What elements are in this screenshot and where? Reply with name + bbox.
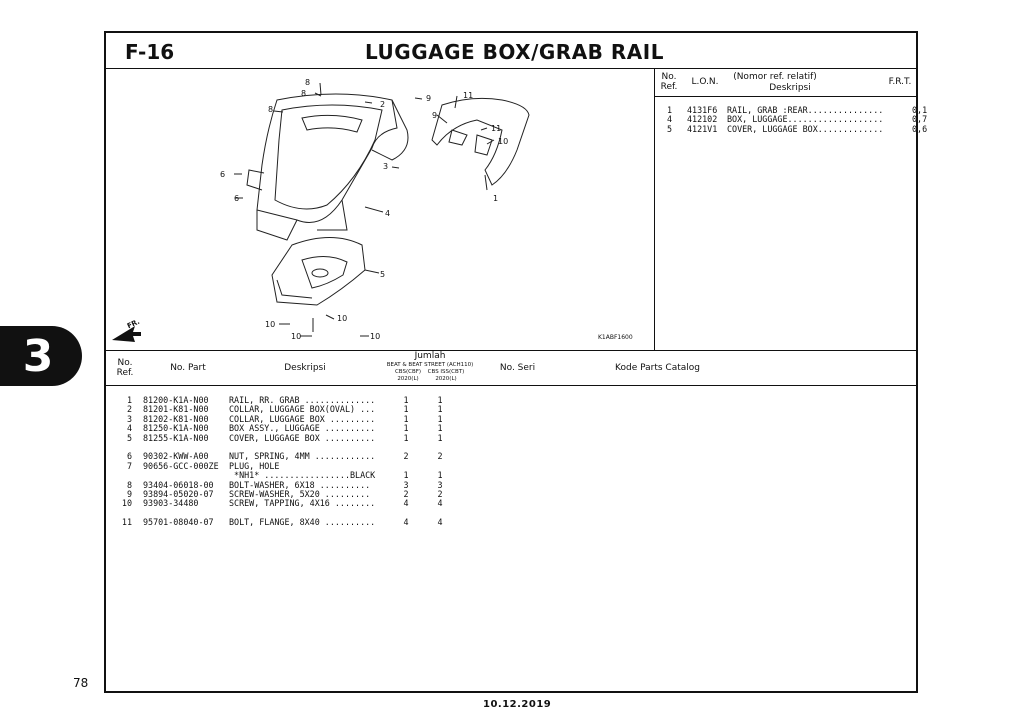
- ref-header-frt: F.R.T.: [888, 77, 912, 87]
- section-tab-number: 3: [22, 330, 54, 382]
- qty-cbs: 2: [403, 451, 409, 462]
- ref-header-nomor: (Nomor ref. relatif): [733, 72, 817, 82]
- ref-header-no-ref: No. Ref.: [660, 72, 678, 92]
- part-ref-no: 11: [121, 517, 132, 528]
- callout-11: 11: [463, 91, 474, 100]
- part-description: BOLT-WASHER, 6X18 ..........: [229, 479, 371, 490]
- qty-cbs-iss: 2: [437, 451, 443, 462]
- section-tab: [0, 326, 82, 386]
- callout-8: 8: [268, 105, 274, 114]
- part-ref-no: 3: [126, 413, 132, 424]
- part-description: SCREW-WASHER, 5X20 .........: [229, 488, 371, 499]
- part-number: 93894-05020-07: [143, 488, 214, 499]
- page-number: 78: [73, 676, 89, 690]
- part-number: 90656-GCC-000ZE: [143, 460, 219, 471]
- qty-cbs-iss: 4: [437, 498, 443, 509]
- qty-cbs-iss: 4: [437, 517, 443, 528]
- ref-row: [660, 125, 927, 134]
- front-direction-arrow: [112, 326, 141, 342]
- part-description: COLLAR, LUGGAGE BOX(OVAL) ...: [229, 404, 376, 415]
- part-ref-no: 7: [126, 460, 132, 471]
- callout-10: 10: [265, 320, 276, 329]
- qty-cbs-iss: 1: [437, 423, 443, 434]
- qty-cbs-iss: 1: [437, 470, 443, 481]
- ref-header-deskripsi: Deskripsi: [769, 83, 811, 93]
- parts-header-model: BEAT & BEAT STREET (ACH110): [386, 362, 474, 368]
- callout-7: 8: [301, 89, 307, 98]
- parts-header-no-seri: No. Seri: [499, 363, 536, 373]
- part-description: PLUG, HOLE: [229, 460, 280, 471]
- qty-cbs: 1: [403, 395, 409, 405]
- qty-cbs: 3: [403, 479, 409, 490]
- part-number: 93404-06018-00: [143, 479, 214, 490]
- parts-row: [118, 499, 457, 508]
- part-description: NUT, SPRING, 4MM ............: [229, 451, 376, 462]
- ref-lon: 412102: [687, 114, 718, 125]
- part-description: RAIL, RR. GRAB ..............: [229, 395, 376, 405]
- ref-frt: 0,7: [912, 114, 928, 125]
- qty-cbs-iss: 1: [437, 404, 443, 415]
- ref-desc: BOX, LUGGAGE...................: [727, 114, 884, 125]
- part-description: COLLAR, LUGGAGE BOX .........: [229, 413, 376, 424]
- callout-11: 11: [491, 124, 502, 133]
- part-number: 81202-K81-N00: [143, 413, 209, 424]
- exploded-diagram: [107, 70, 652, 348]
- ref-frt: 0,1: [912, 105, 928, 115]
- callout-9: 10: [498, 137, 509, 146]
- parts-header-no-ref: No. Ref.: [116, 358, 134, 378]
- parts-row: [118, 518, 457, 527]
- part-number: 81250-K1A-N00: [143, 423, 209, 434]
- ref-no: 5: [666, 123, 672, 134]
- qty-cbs-iss: 1: [437, 413, 443, 424]
- luggage-cover-shape: [272, 238, 365, 306]
- parts-table: [118, 396, 457, 527]
- qty-cbs-iss: 2: [437, 488, 443, 499]
- qty-cbs: 1: [403, 470, 409, 481]
- part-description: SCREW, TAPPING, 4X16 ........: [229, 498, 376, 509]
- part-ref-no: 4: [126, 423, 132, 434]
- part-number: 81201-K81-N00: [143, 404, 209, 415]
- callout-3: 3: [383, 162, 389, 171]
- ref-lon: 4131F6: [687, 105, 718, 115]
- callout-10: 10: [291, 332, 302, 341]
- ref-frt: 0,6: [912, 123, 928, 134]
- part-ref-no: 10: [121, 498, 132, 509]
- qty-cbs: 1: [403, 404, 409, 415]
- section-code: F-16: [125, 40, 175, 64]
- part-ref-no: 2: [126, 404, 132, 415]
- parts-row: [118, 434, 457, 443]
- reference-table: [660, 106, 927, 134]
- ref-desc: COVER, LUGGAGE BOX.............: [727, 123, 884, 134]
- qty-cbs: 1: [403, 413, 409, 424]
- part-ref-no: 5: [126, 432, 132, 443]
- qty-cbs-iss: 3: [437, 479, 443, 490]
- parts-header-col2: CBS ISS(CBT) 2020(L): [427, 369, 465, 382]
- callout-4: 4: [385, 209, 391, 218]
- parts-header-jumlah: Jumlah: [414, 351, 446, 361]
- parts-header-deskripsi: Deskripsi: [284, 363, 326, 373]
- print-date: 10.12.2019: [483, 699, 552, 710]
- grab-rail-shape: [432, 98, 529, 185]
- part-number: 81200-K1A-N00: [143, 395, 209, 405]
- parts-header-col1: CBS(CBF) 2020(L): [394, 369, 422, 382]
- callout-5: 5: [380, 270, 386, 279]
- part-number: 81255-K1A-N00: [143, 432, 209, 443]
- callout-8: 9: [426, 94, 432, 103]
- part-ref-no: 1: [126, 395, 132, 405]
- ref-no: 1: [666, 105, 672, 115]
- qty-cbs-iss: 1: [437, 395, 443, 405]
- qty-cbs: 4: [403, 517, 409, 528]
- ref-lon: 4121V1: [687, 123, 718, 134]
- ref-desc: RAIL, GRAB :REAR...............: [727, 105, 884, 115]
- qty-cbs: 2: [403, 488, 409, 499]
- callout-8: 8: [305, 78, 311, 87]
- part-description: *NH1* .................BLACK: [229, 470, 376, 481]
- diagram-bottom-divider: [105, 350, 917, 351]
- part-ref-no: 6: [126, 451, 132, 462]
- qty-cbs: 4: [403, 498, 409, 509]
- ref-no: 4: [666, 114, 672, 125]
- page-title: LUGGAGE BOX/GRAB RAIL: [365, 40, 664, 64]
- part-number: 95701-08040-07: [143, 517, 214, 528]
- parts-header-no-part: No. Part: [170, 363, 206, 373]
- callout-6: 6: [234, 194, 240, 203]
- callout-6: 6: [220, 170, 226, 179]
- parts-header-divider: [105, 385, 917, 386]
- callout-10: 10: [370, 332, 381, 341]
- part-description: BOLT, FLANGE, 8X40 ..........: [229, 517, 376, 528]
- title-divider: [105, 68, 917, 69]
- part-ref-no: 9: [126, 488, 132, 499]
- callout-9: 9: [432, 111, 438, 120]
- front-direction-label: FR.: [125, 317, 142, 331]
- callout-10: 10: [337, 314, 348, 323]
- part-number: 90302-KWW-A00: [143, 451, 209, 462]
- qty-cbs: 1: [403, 432, 409, 443]
- diagram-code: K1ABF1600: [598, 334, 633, 341]
- qty-cbs-iss: 1: [437, 432, 443, 443]
- parts-header-kode: Kode Parts Catalog: [615, 363, 700, 373]
- ref-header-lon: L.O.N.: [691, 77, 719, 87]
- part-number: 93903-34480: [143, 498, 199, 509]
- part-ref-no: 8: [126, 479, 132, 490]
- part-description: BOX ASSY., LUGGAGE ..........: [229, 423, 376, 434]
- ref-header-divider: [654, 96, 917, 97]
- part-description: COVER, LUGGAGE BOX ..........: [229, 432, 376, 443]
- qty-cbs: 1: [403, 423, 409, 434]
- callout-1: 1: [493, 194, 499, 203]
- diagram-divider: [654, 68, 655, 351]
- callout-2: 2: [380, 100, 386, 109]
